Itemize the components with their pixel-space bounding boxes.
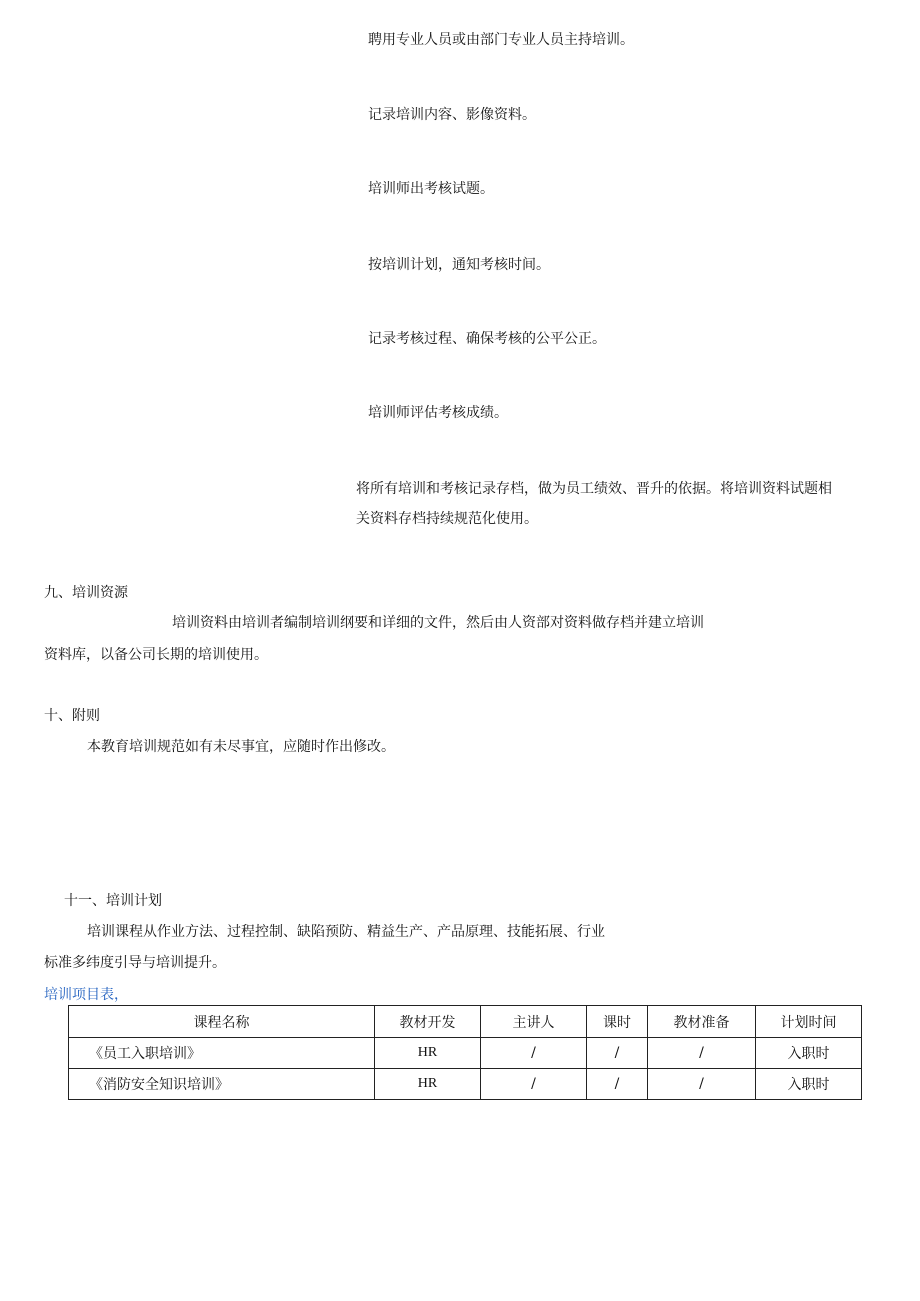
table-row — [69, 1069, 862, 1100]
section-9-line-2: 资料库，以备公司长期的培训使用。 — [44, 647, 268, 663]
training-plan-table — [68, 1005, 862, 1100]
archive-line-2: 关资料存档持续规范化使用。 — [356, 511, 538, 527]
section-9-title: 九、培训资源 — [44, 585, 128, 601]
archive-line-1: 将所有培训和考核记录存档，做为员工绩效、晋升的依据。将培训资料试题相 — [356, 481, 832, 497]
section-10-title: 十、附则 — [44, 708, 100, 724]
cell-course-name: 《员工入职培训》 — [69, 1038, 375, 1069]
cell-hours: / — [587, 1069, 648, 1100]
header-material-dev: 教材开发 — [375, 1006, 481, 1038]
table-header-row — [69, 1006, 862, 1038]
cell-material-dev: HR — [375, 1069, 481, 1100]
step-item: 记录考核过程、确保考核的公平公正。 — [368, 331, 606, 347]
table-row — [69, 1038, 862, 1069]
header-material-prep: 教材准备 — [648, 1006, 756, 1038]
cell-lecturer: / — [481, 1038, 587, 1069]
header-lecturer: 主讲人 — [481, 1006, 587, 1038]
header-course-name: 课程名称 — [69, 1006, 375, 1038]
step-item: 记录培训内容、影像资料。 — [368, 107, 536, 123]
cell-plan-time: 入职时 — [756, 1038, 862, 1069]
step-item: 培训师评估考核成绩。 — [368, 405, 508, 421]
step-item: 培训师出考核试题。 — [368, 181, 494, 197]
cell-plan-time: 入职时 — [756, 1069, 862, 1100]
table-caption: 培训项目表， — [44, 987, 128, 1003]
section-11-line-2: 标准多纬度引导与培训提升。 — [44, 955, 226, 971]
cell-material-prep: / — [648, 1038, 756, 1069]
step-item: 聘用专业人员或由部门专业人员主持培训。 — [368, 32, 634, 48]
section-11-title: 十一、培训计划 — [64, 893, 162, 909]
section-10-body: 本教育培训规范如有未尽事宜，应随时作出修改。 — [87, 739, 395, 755]
cell-material-dev: HR — [375, 1038, 481, 1069]
cell-hours: / — [587, 1038, 648, 1069]
cell-material-prep: / — [648, 1069, 756, 1100]
step-item: 按培训计划，通知考核时间。 — [368, 257, 550, 273]
section-11-line-1: 培训课程从作业方法、过程控制、缺陷预防、精益生产、产品原理、技能拓展、行业 — [87, 924, 605, 940]
cell-course-name: 《消防安全知识培训》 — [69, 1069, 375, 1100]
section-9-line-1: 培训资料由培训者编制培训纲要和详细的文件，然后由人资部对资料做存档并建立培训 — [172, 615, 704, 631]
header-plan-time: 计划时间 — [756, 1006, 862, 1038]
cell-lecturer: / — [481, 1069, 587, 1100]
header-hours: 课时 — [587, 1006, 648, 1038]
